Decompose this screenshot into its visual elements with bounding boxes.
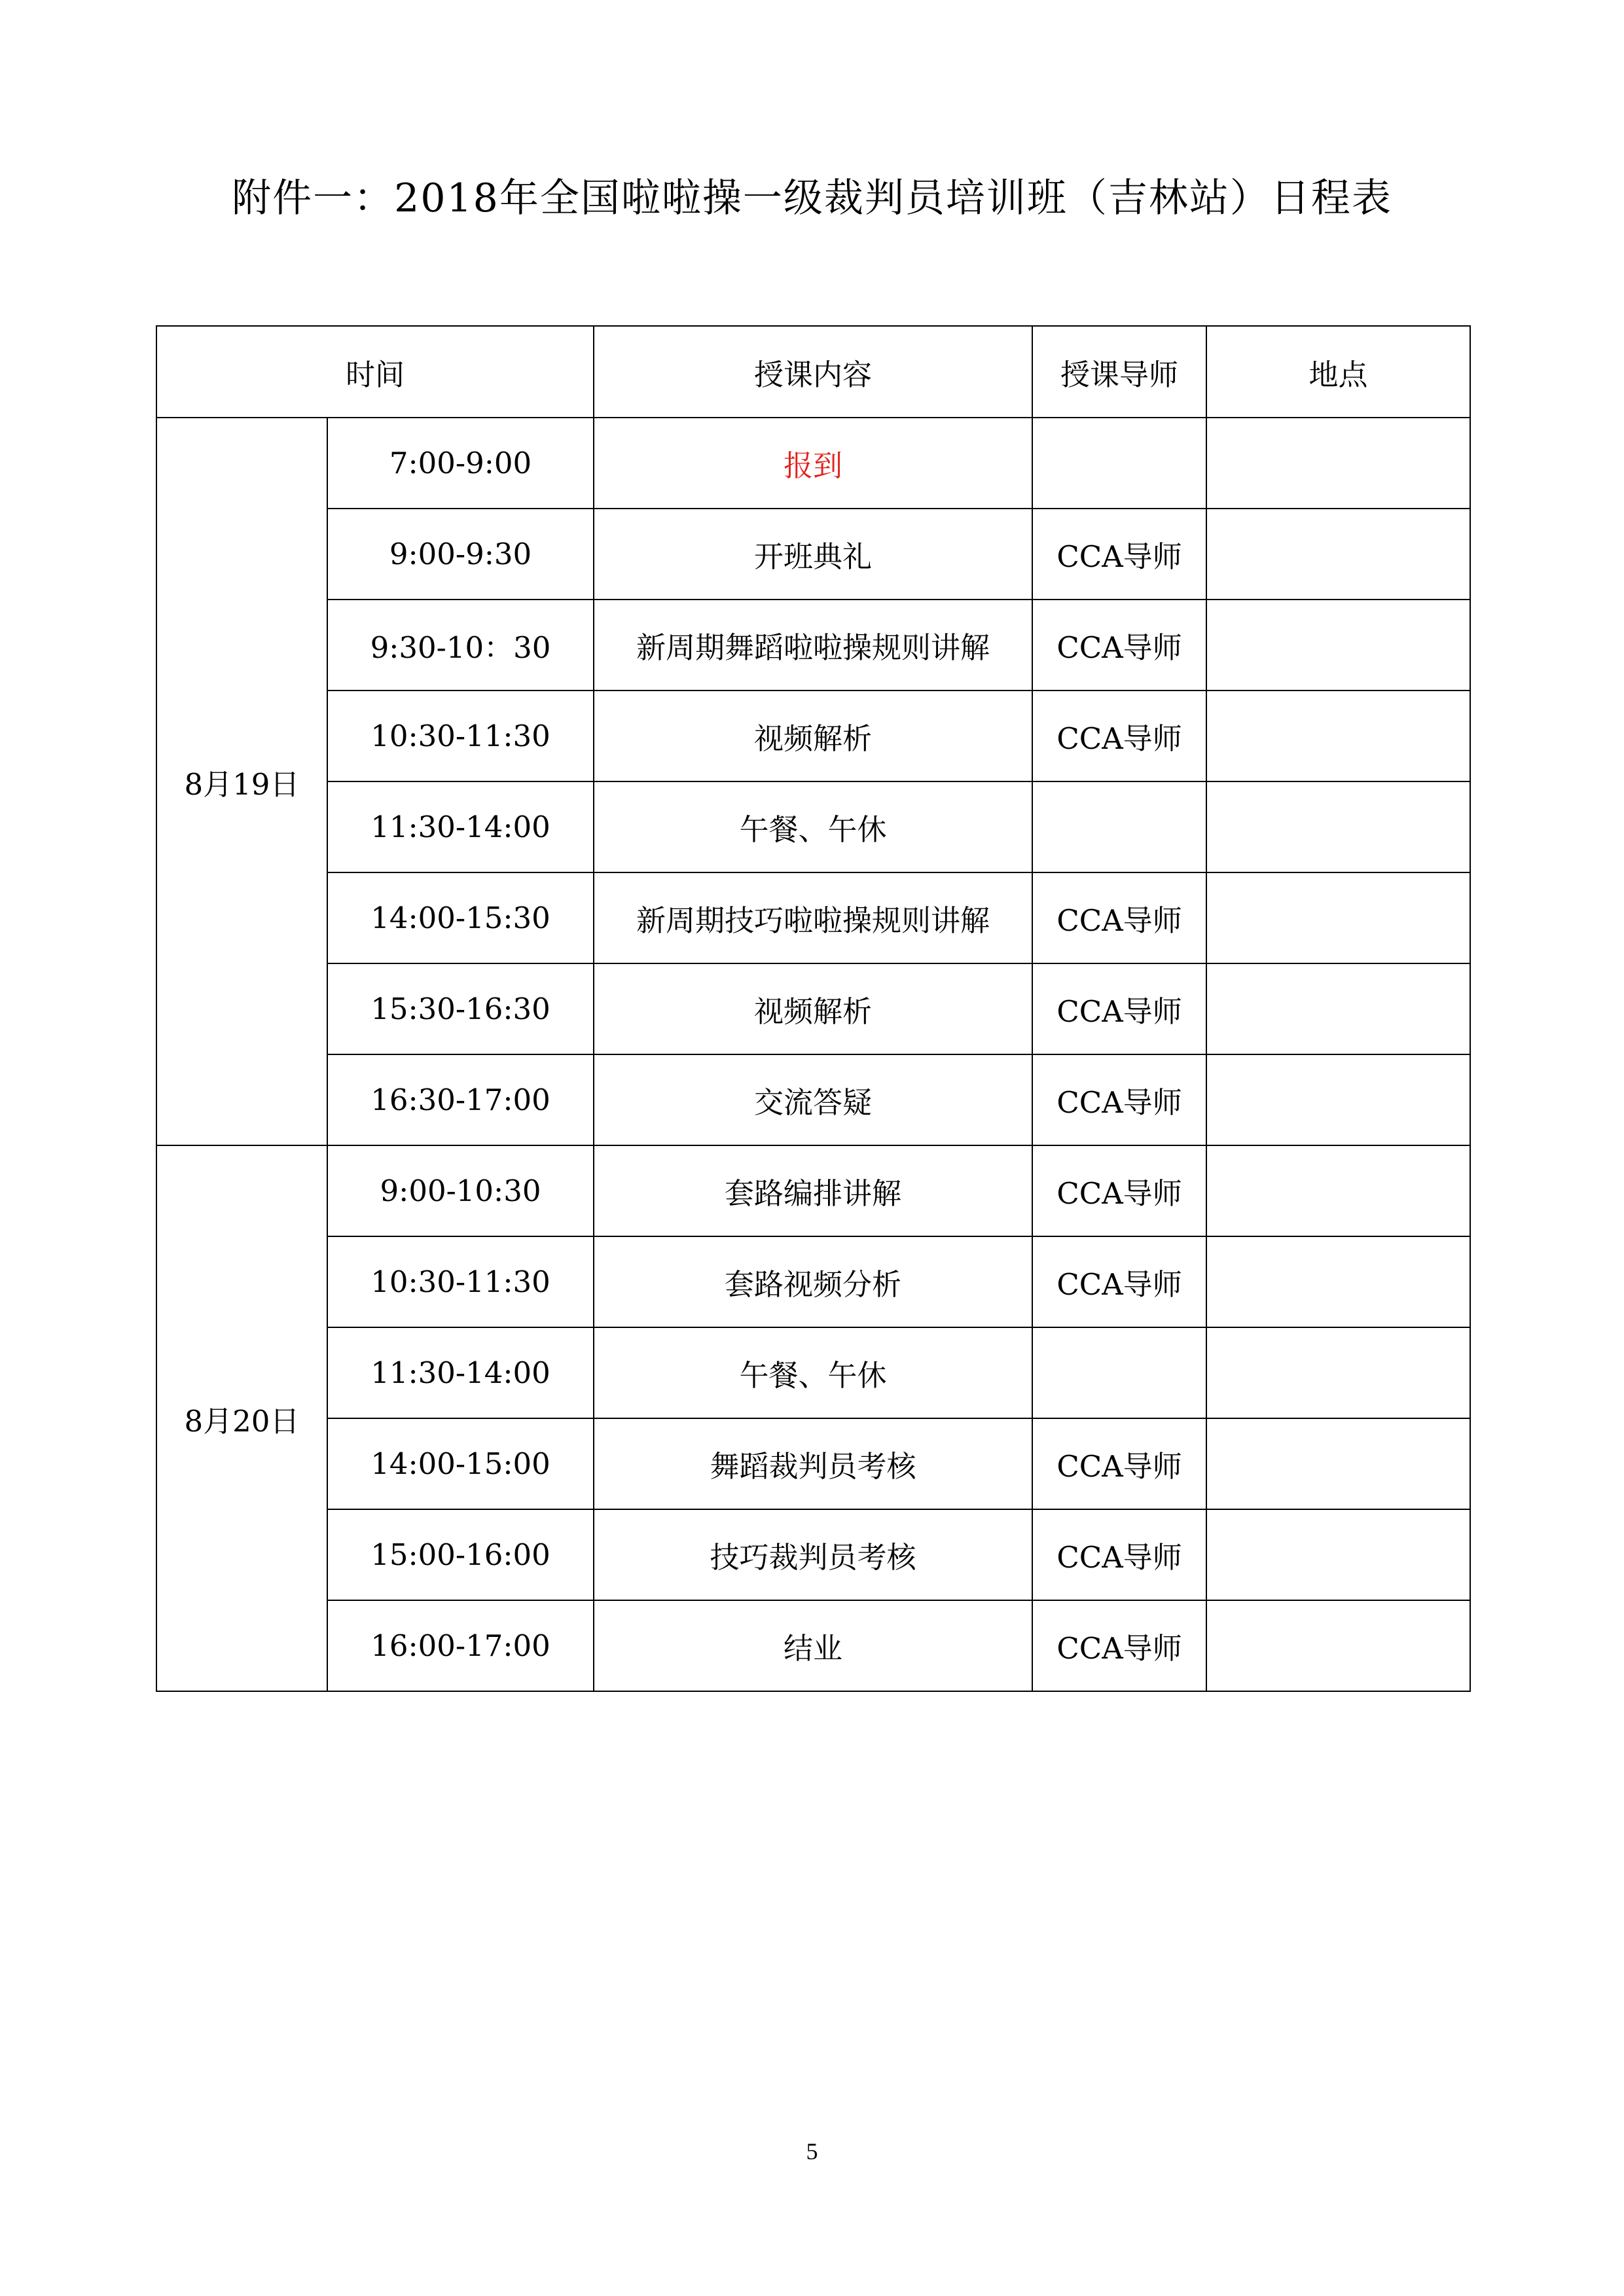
time-cell: 9:00-9:30 (327, 509, 594, 600)
content-cell: 午餐、午休 (594, 1327, 1032, 1418)
location-cell (1206, 1145, 1470, 1236)
table-row (156, 963, 1470, 1054)
instructor-cell (1032, 418, 1206, 509)
time-cell: 16:30-17:00 (327, 1054, 594, 1145)
location-cell (1206, 418, 1470, 509)
content-cell: 套路编排讲解 (594, 1145, 1032, 1236)
location-cell (1206, 1600, 1470, 1691)
content-cell: 交流答疑 (594, 1054, 1032, 1145)
location-cell (1206, 1509, 1470, 1600)
content-cell: 视频解析 (594, 963, 1032, 1054)
time-cell: 15:30-16:30 (327, 963, 594, 1054)
content-cell: 新周期舞蹈啦啦操规则讲解 (594, 600, 1032, 691)
content-cell: 结业 (594, 1600, 1032, 1691)
table-row (156, 509, 1470, 600)
location-cell (1206, 781, 1470, 872)
instructor-cell: CCA导师 (1032, 600, 1206, 691)
location-cell (1206, 963, 1470, 1054)
content-cell: 舞蹈裁判员考核 (594, 1418, 1032, 1509)
location-cell (1206, 600, 1470, 691)
table-row (156, 1509, 1470, 1600)
time-cell: 10:30-11:30 (327, 1236, 594, 1327)
time-cell: 9:30-10：30 (327, 600, 594, 691)
location-cell (1206, 1236, 1470, 1327)
table-row (156, 781, 1470, 872)
content-cell-checkin: 报到 (594, 418, 1032, 509)
instructor-cell: CCA导师 (1032, 1236, 1206, 1327)
content-cell: 新周期技巧啦啦操规则讲解 (594, 872, 1032, 963)
location-cell (1206, 872, 1470, 963)
time-cell: 14:00-15:00 (327, 1418, 594, 1509)
content-cell: 套路视频分析 (594, 1236, 1032, 1327)
table-row (156, 1600, 1470, 1691)
table-row (156, 1418, 1470, 1509)
location-cell (1206, 1327, 1470, 1418)
table-row (156, 600, 1470, 691)
time-cell: 7:00-9:00 (327, 418, 594, 509)
instructor-cell: CCA导师 (1032, 1145, 1206, 1236)
time-cell: 14:00-15:30 (327, 872, 594, 963)
date-cell: 8月19日 (156, 418, 327, 1145)
table-row (156, 1327, 1470, 1418)
content-cell: 午餐、午休 (594, 781, 1032, 872)
time-cell: 10:30-11:30 (327, 691, 594, 781)
date-cell: 8月20日 (156, 1145, 327, 1691)
time-cell: 15:00-16:00 (327, 1509, 594, 1600)
content-cell: 开班典礼 (594, 509, 1032, 600)
table-row (156, 872, 1470, 963)
header-location: 地点 (1206, 326, 1470, 418)
time-cell: 9:00-10:30 (327, 1145, 594, 1236)
instructor-cell: CCA导师 (1032, 872, 1206, 963)
table-row (156, 1236, 1470, 1327)
instructor-cell: CCA导师 (1032, 963, 1206, 1054)
schedule-table (156, 325, 1471, 1692)
header-time: 时间 (156, 326, 594, 418)
location-cell (1206, 1054, 1470, 1145)
instructor-cell: CCA导师 (1032, 691, 1206, 781)
header-instructor: 授课导师 (1032, 326, 1206, 418)
location-cell (1206, 509, 1470, 600)
table-row (156, 1145, 1470, 1236)
time-cell: 11:30-14:00 (327, 781, 594, 872)
header-content: 授课内容 (594, 326, 1032, 418)
instructor-cell: CCA导师 (1032, 1054, 1206, 1145)
time-cell: 16:00-17:00 (327, 1600, 594, 1691)
page-number: 5 (806, 2138, 818, 2164)
content-cell: 视频解析 (594, 691, 1032, 781)
location-cell (1206, 691, 1470, 781)
content-cell: 技巧裁判员考核 (594, 1509, 1032, 1600)
table-row (156, 691, 1470, 781)
location-cell (1206, 1418, 1470, 1509)
instructor-cell: CCA导师 (1032, 1600, 1206, 1691)
instructor-cell: CCA导师 (1032, 509, 1206, 600)
instructor-cell (1032, 781, 1206, 872)
instructor-cell: CCA导师 (1032, 1509, 1206, 1600)
time-cell: 11:30-14:00 (327, 1327, 594, 1418)
table-row (156, 418, 1470, 509)
instructor-cell: CCA导师 (1032, 1418, 1206, 1509)
page-title: 附件一：2018年全国啦啦操一级裁判员培训班（吉林站）日程表 (232, 175, 1392, 221)
table-row (156, 1054, 1470, 1145)
header-row (156, 326, 1470, 418)
instructor-cell (1032, 1327, 1206, 1418)
